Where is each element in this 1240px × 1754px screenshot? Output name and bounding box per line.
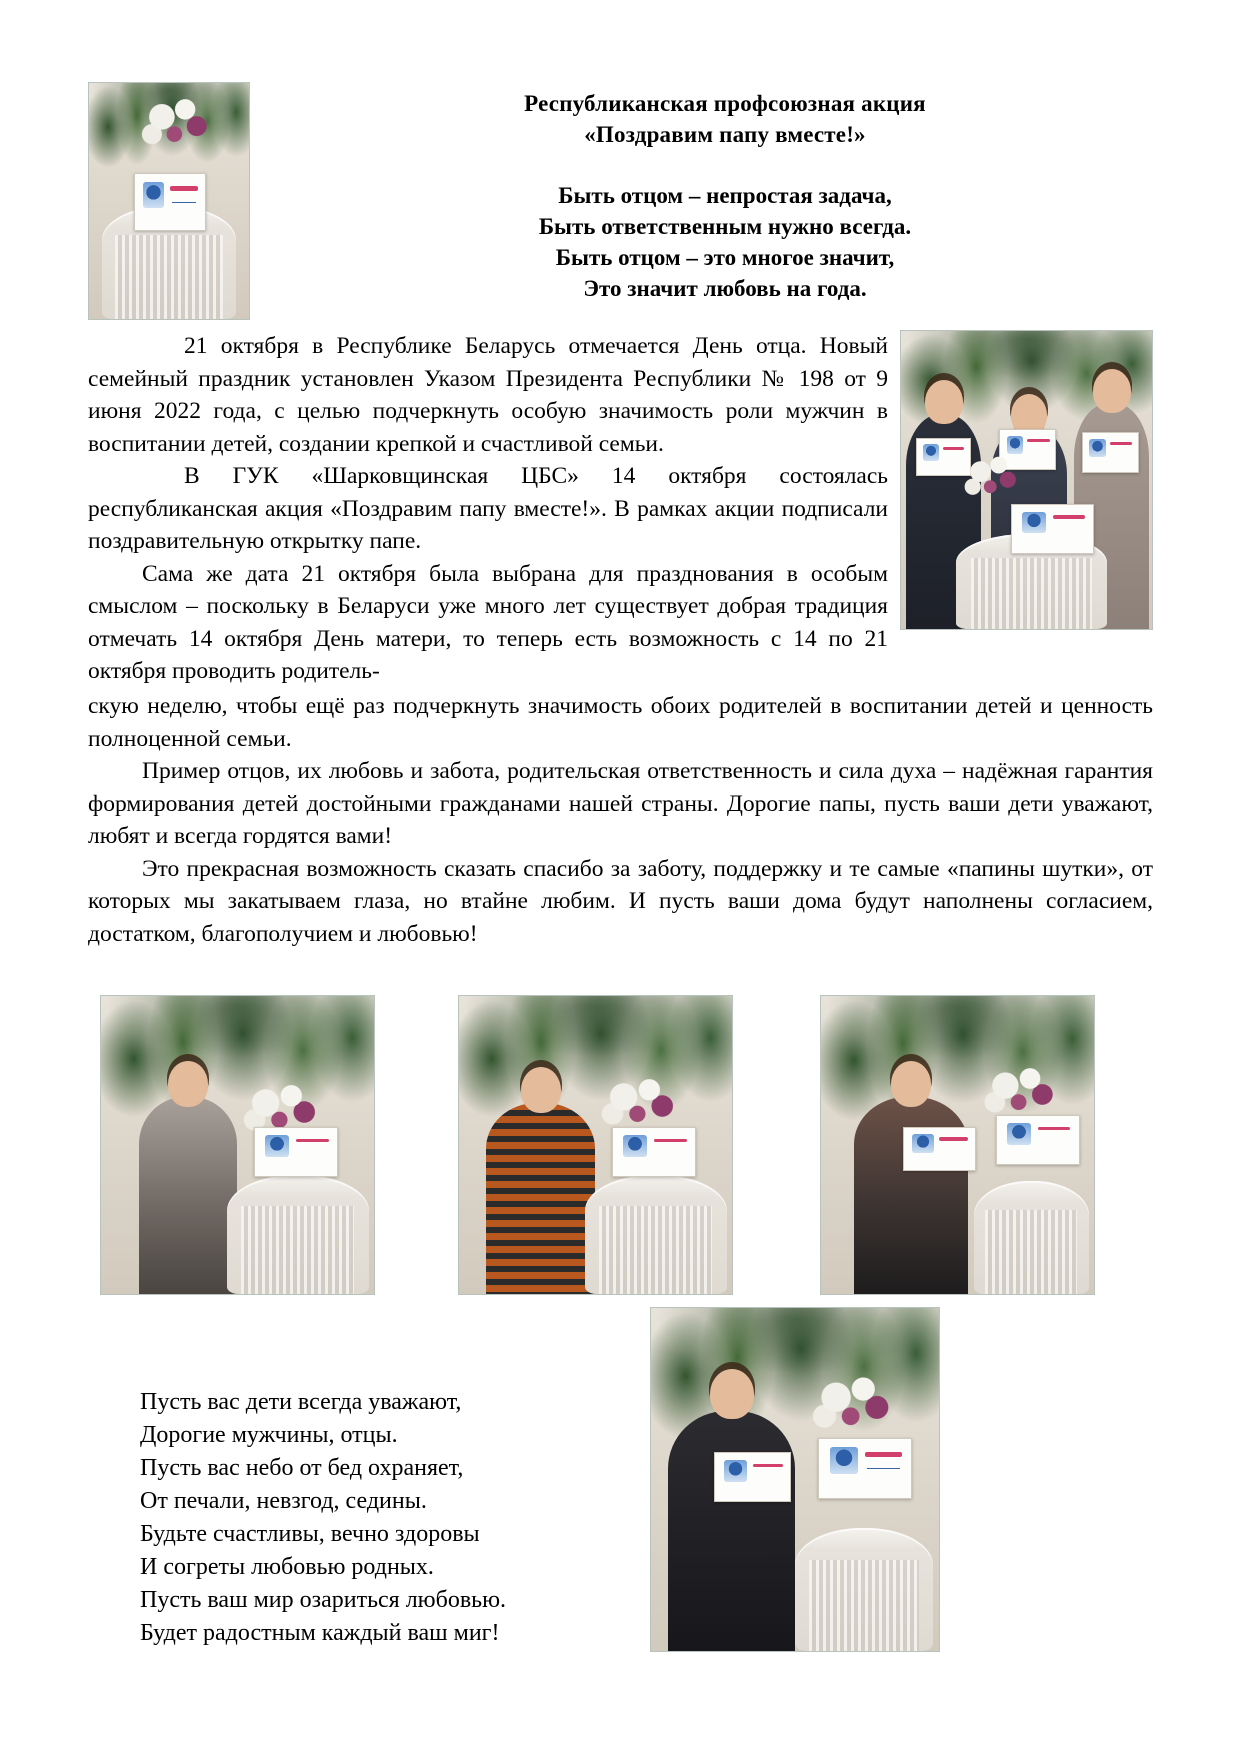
photo-woman-in-striped-sweater [458,995,733,1295]
title-line-2: «Поздравим папу вместе!» [584,122,866,147]
paragraph-1: 21 октября в Республике Беларусь отмечается День отца. Новый семейный праздник установлен Указом Президента Республики № 198 от 9 июня 2022 года, с целью подчеркнуть особую значимость роли мужчин в воспитании детей, создании крепкой и счастливой семьи. [88,333,888,457]
paragraph-4: Пример отцов, их любовь и забота, родительская ответственность и сила духа – надёжная гарантия формирования детей достойными гражданами нашей страны. Дорогие папы, пусть ваши дети уважают, любят и всегда гордятся вами! [88,758,1153,849]
paragraph-3-tail: скую неделю, чтобы ещё раз подчеркнуть значимость обоих родителей в воспитании детей и ценность полноценной семьи. [88,693,1153,752]
document-header [430,88,1020,304]
photo-woman-in-grey-dress [100,995,375,1295]
closing-poem-line-1: Пусть вас дети всегда уважают, [140,1389,462,1415]
head [1093,369,1131,413]
wicker-table [974,1181,1089,1294]
photo-woman-in-glasses-brown [820,995,1095,1295]
greeting-card [254,1127,338,1177]
photo-three-women-with-cards [900,330,1153,630]
head [521,1067,561,1113]
photo-content [101,996,374,1294]
closing-poem-line-8: Будет радостным каждый ваш миг! [140,1620,500,1646]
article-body-full [88,690,1153,950]
wicker-table [585,1175,727,1294]
header-poem-line-1: Быть отцом – непростая задача, [558,183,892,208]
paragraph-5: Это прекрасная возможность сказать спасибо за заботу, поддержку и те самые «папины шутки», от которых мы закатываем глаза, но втайне любим. И пусть ваши дома будут наполнены согласием, достатком, благополучием и любовью! [88,855,1153,947]
seated-woman [668,1411,795,1651]
greeting-card-on-table [996,1115,1080,1165]
head [925,380,963,424]
closing-poem-line-6: И согреты любовью родных. [140,1554,434,1580]
photo-woman-in-black-blouse [650,1307,940,1652]
greeting-card-on-table [1011,504,1093,554]
flowers [979,1062,1066,1122]
flowers [961,450,1026,504]
closing-poem-line-4: От печали, невзгод, седины. [140,1488,427,1514]
greeting-card-on-table [818,1438,912,1498]
greeting-card-right [1082,432,1139,473]
greeting-card [134,173,206,232]
closing-poem [140,1386,660,1650]
seated-woman [139,1097,237,1294]
seated-woman [486,1103,595,1294]
header-poem-line-3: Быть отцом – это многое значит, [555,245,895,270]
head [168,1061,208,1107]
closing-poem-line-2: Дорогие мужчины, отцы. [140,1422,398,1448]
paragraph-2: В ГУК «Шарковщинская ЦБС» 14 октября состоялась республиканская акция «Поздравим папу вместе!». В рамках акции подписали поздравительную открытку папе. [88,463,888,554]
head [710,1369,754,1419]
title-line-1: Республиканская профсоюзная акция [524,91,926,116]
photo-greeting-card-on-table [88,82,250,320]
closing-poem-line-3: Пусть вас небо от бед охраняет, [140,1455,464,1481]
flowers [596,1073,689,1133]
closing-poem-line-5: Будьте счастливы, вечно здоровы [140,1521,480,1547]
photo-content [821,996,1094,1294]
greeting-card [612,1127,696,1177]
photo-content [901,331,1152,629]
greeting-card-in-hands [903,1127,976,1171]
header-poem [430,180,1020,304]
wicker-table [795,1528,933,1651]
greeting-card-in-hands [714,1452,791,1502]
photo-content [459,996,732,1294]
wicker-table [227,1175,369,1294]
header-poem-line-2: Быть ответственным нужно всегда. [538,214,912,239]
photo-content [89,83,249,319]
closing-poem-line-7: Пусть ваш мир озариться любовью. [140,1587,507,1613]
article-body-narrow [88,330,888,688]
flowers [807,1370,905,1439]
paragraph-3-part: Сама же дата 21 октября была выбрана для празднования в особым смыслом – поскольку в Беларуси уже много лет существует добрая традиция отмечать 14 октября День матери, то теперь есть возможность с 14 по 21 октября проводить родитель- [88,560,888,684]
photo-content [651,1308,939,1651]
head [891,1061,931,1107]
flowers [137,92,220,153]
header-poem-line-4: Это значит любовь на года. [583,276,867,301]
